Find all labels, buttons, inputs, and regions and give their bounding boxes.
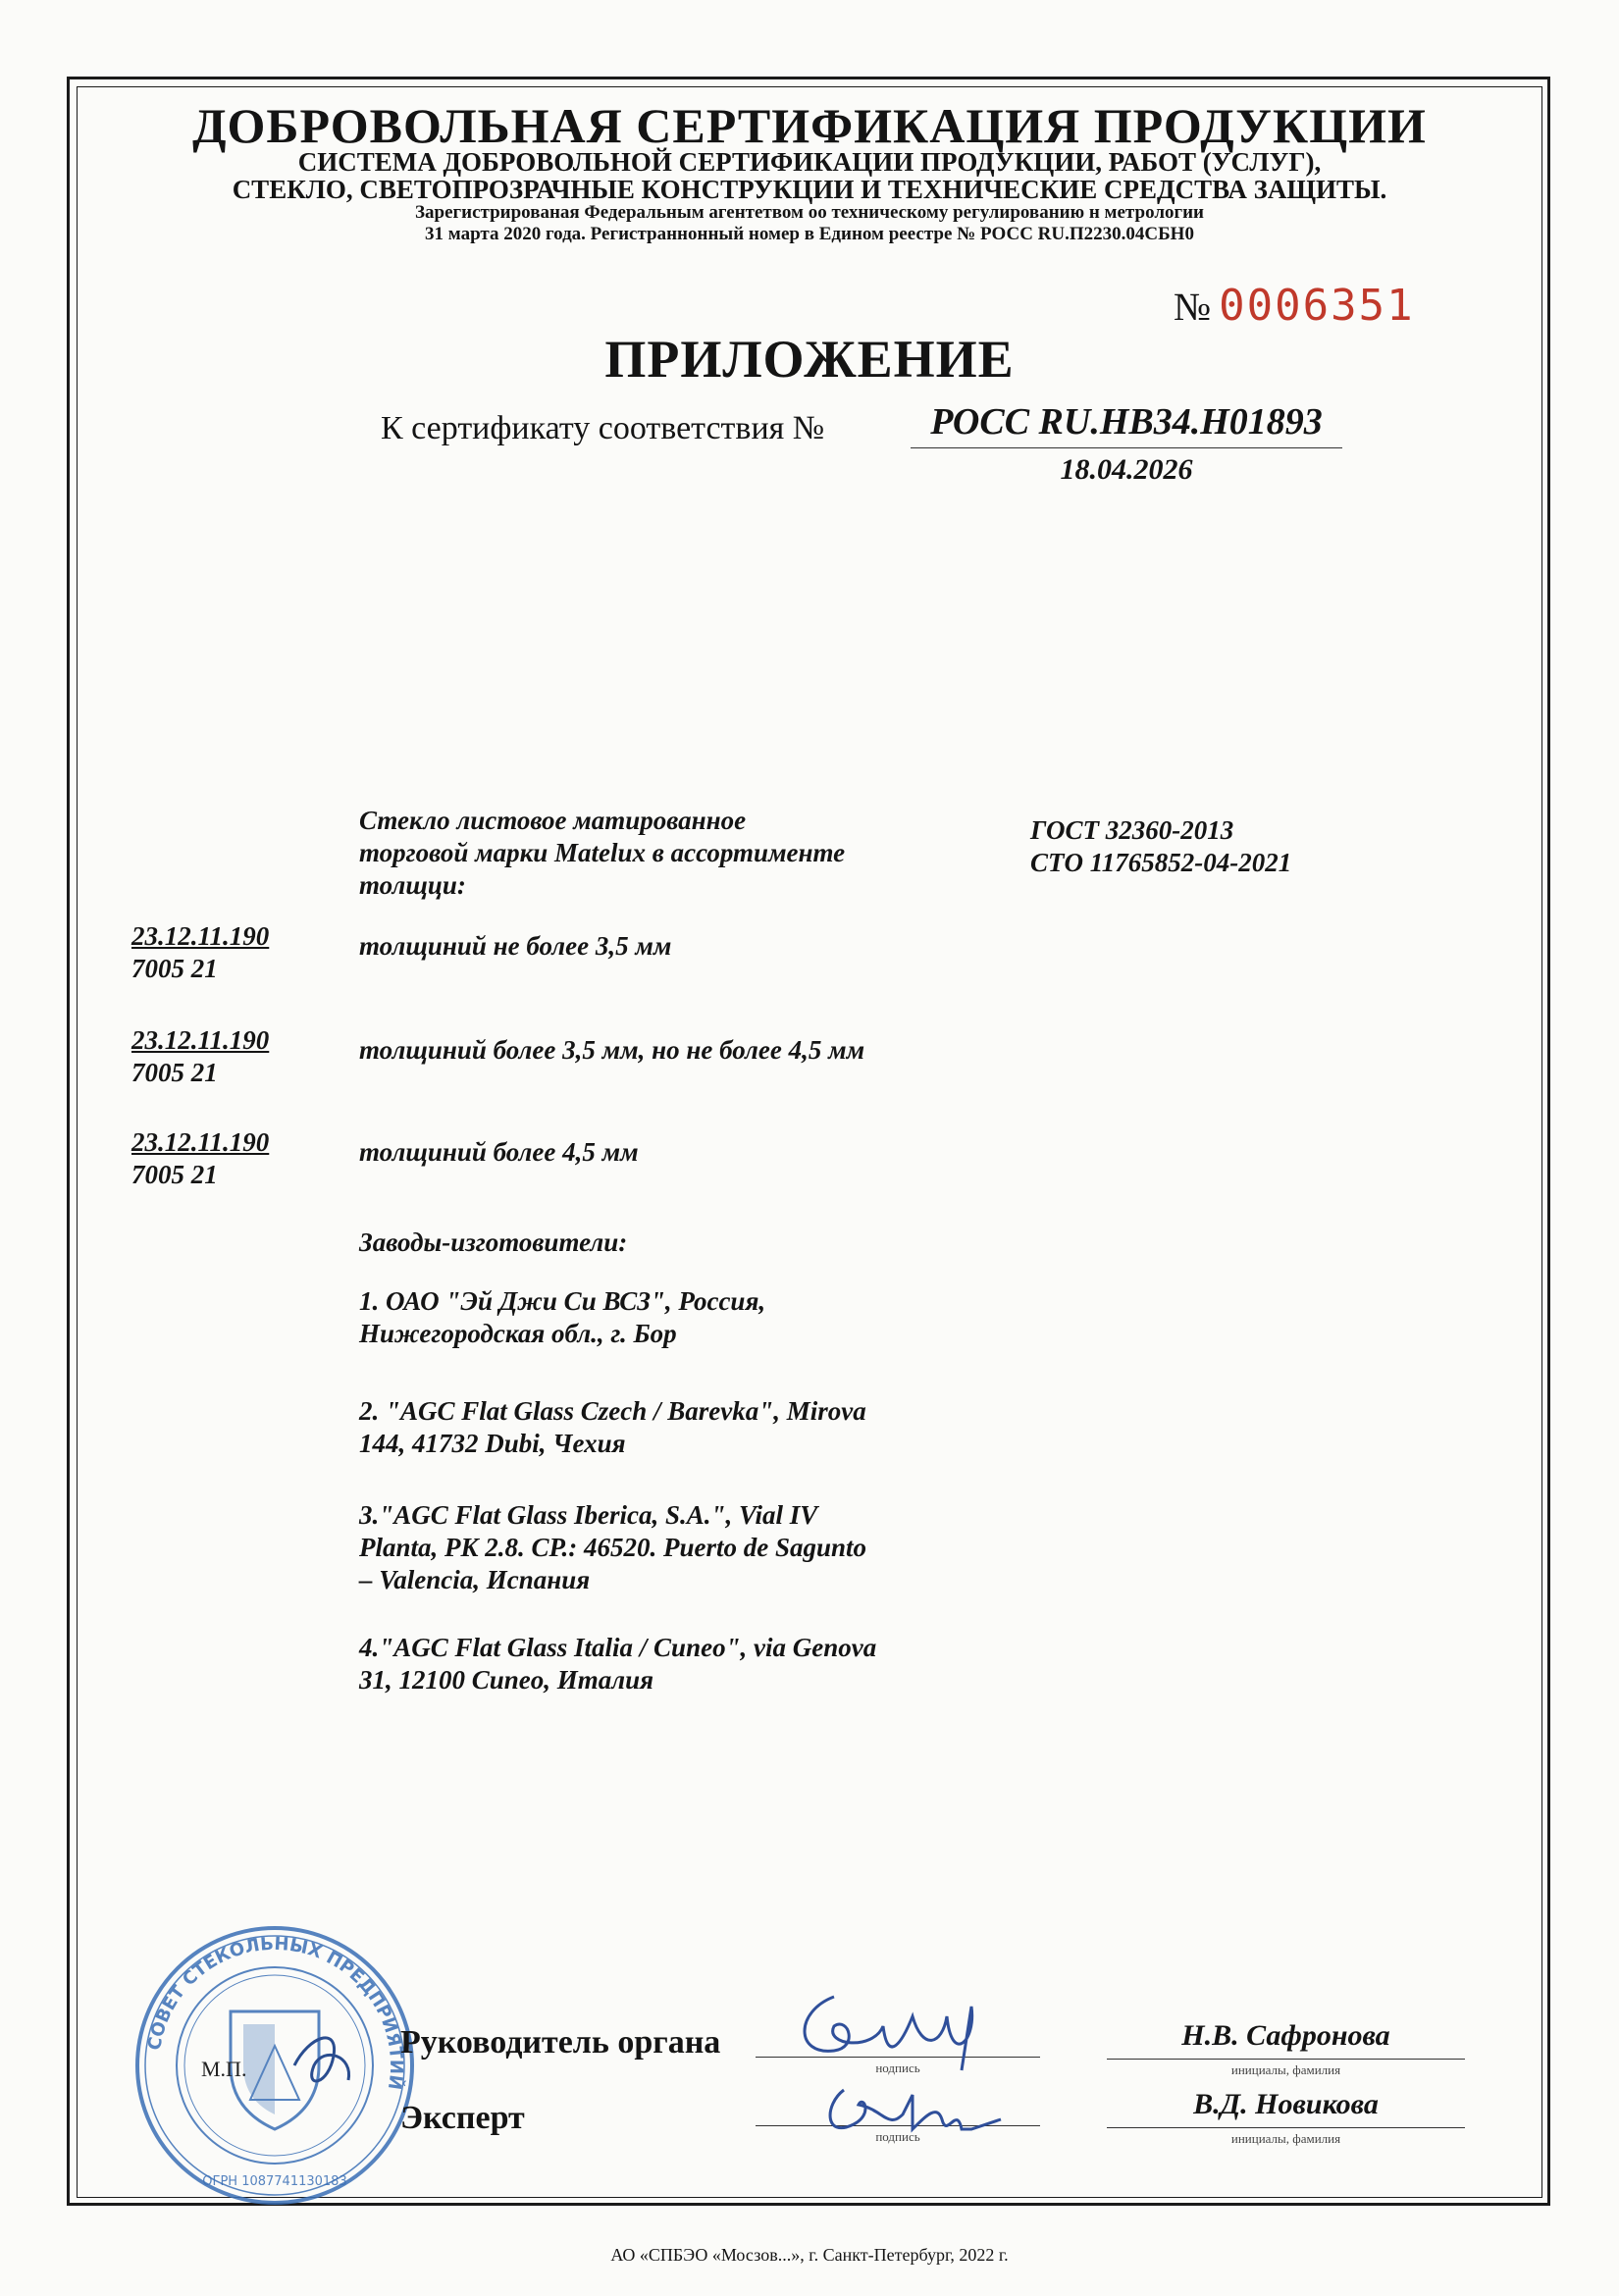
expert-name-caption: инициалы, фамилия [1230, 2131, 1341, 2146]
certificate-date: 18.04.2026 [1060, 453, 1193, 486]
manufacturer-line: 31, 12100 Cuneo, Италия [359, 1665, 654, 1695]
head-name-caption: инициалы, фамилия [1230, 2062, 1341, 2077]
seal-stamp [128, 1918, 422, 2213]
expert-name-line [1107, 2127, 1465, 2128]
document-title: ПРИЛОЖЕНИЕ [604, 330, 1015, 389]
header-line-2: СТЕКЛО, СВЕТОПРОЗРАЧНЫЕ КОНСТРУКЦИИ И ТЕХНИЧЕСКИЕ СРЕДСТВА ЗАЩИТЫ. [232, 175, 1387, 204]
head-signature [805, 1997, 972, 2070]
manufacturer-3 [359, 1499, 1046, 1596]
okpd-code: 23.12.11.190 [131, 1127, 270, 1157]
tnved-code: 7005 21 [131, 1058, 218, 1087]
handwritten-signatures [765, 1957, 1079, 2154]
manufacturer-line: 144, 41732 Dubi, Чехия [359, 1429, 626, 1458]
seal-ogrn: ОГРН 1087741130183 [202, 2174, 347, 2189]
manufacturer-1 [359, 1285, 1046, 1350]
manufacturer-line: 2. "AGC Flat Glass Czech / Barevka", Mirova [359, 1396, 866, 1426]
manufacturer-line: 1. ОАО "Эй Джи Си ВСЗ", Россия, [359, 1286, 766, 1316]
row-1-text: толщиний не более 3,5 мм [359, 931, 672, 961]
document-number-label: № [1174, 285, 1212, 329]
header-line-3: Зарегистрированая Федеральным агентетвом оо техническому регулированию н метрологии [414, 202, 1204, 223]
document-number-value: 0006351 [1219, 281, 1415, 331]
product-description-line: толщци: [359, 870, 466, 900]
row-3-text: толщиний более 4,5 мм [359, 1137, 639, 1167]
mp-label: М.П. [201, 2057, 247, 2081]
header-title: ДОБРОВОЛЬНАЯ СЕРТИФИКАЦИЯ ПРОДУКЦИИ [192, 98, 1427, 153]
row-2-text: толщиний более 3,5 мм, но не более 4,5 мм [359, 1035, 865, 1065]
manufacturer-line: 3."AGC Flat Glass Iberica, S.A.", Vial IV [359, 1500, 818, 1530]
product-description [359, 805, 948, 902]
standards [1030, 814, 1442, 879]
expert-name: В.Д. Новикова [1193, 2088, 1379, 2120]
document-number [1174, 281, 1415, 331]
head-name-line [1107, 2059, 1465, 2060]
manufacturer-line: Planta, PK 2.8. CP.: 46520. Puerto de Sagunto [359, 1533, 867, 1562]
okpd-code: 23.12.11.190 [131, 921, 270, 951]
product-description-line: торговой марки Matelux в ассортименте [359, 838, 846, 867]
head-label: Руководитель органа [400, 2024, 721, 2061]
seal-signature-mark [294, 2038, 349, 2081]
row-3-codes [131, 1126, 328, 1191]
manufacturers-title: Заводы-изготовители: [359, 1227, 628, 1257]
expert-label: Эксперт [400, 2100, 525, 2136]
certificate-number: РОСС RU.НВ34.Н01893 [911, 400, 1342, 448]
tnved-code: 7005 21 [131, 954, 218, 983]
manufacturer-line: – Valencia, Испания [359, 1565, 591, 1594]
seal-ring-text: СОВЕТ СТЕКОЛЬНЫХ ПРЕДПРИЯТИЙ [144, 1933, 407, 2092]
standard-gost: ГОСТ 32360-2013 [1030, 815, 1234, 845]
okpd-code: 23.12.11.190 [131, 1025, 270, 1055]
footer-printer: АО «СПБЭО «Мосзов...», г. Санкт-Петербург, 2022 г. [610, 2245, 1009, 2265]
head-name: Н.В. Сафронова [1181, 2019, 1390, 2052]
row-2-codes [131, 1024, 328, 1089]
expert-signature-caption: подпись [875, 2129, 920, 2144]
header-line-4: 31 марта 2020 года. Регистраннонный номер в Едином реестре № РОСС RU.П2230.04СБН0 [425, 224, 1194, 244]
standard-sto: СТО 11765852-04-2021 [1030, 848, 1292, 877]
row-1-codes [131, 920, 328, 985]
manufacturer-line: Нижегородская обл., г. Бор [359, 1319, 677, 1348]
expert-signature [830, 2090, 1001, 2129]
product-description-line: Стекло листовое матированное [359, 806, 747, 835]
header-line-1: СИСТЕМА ДОБРОВОЛЬНОЙ СЕРТИФИКАЦИИ ПРОДУКЦИИ, РАБОТ (УСЛУГ), [297, 147, 1322, 177]
tnved-code: 7005 21 [131, 1160, 218, 1189]
manufacturer-4 [359, 1632, 1046, 1696]
manufacturer-line: 4."AGC Flat Glass Italia / Cuneo", via Genova [359, 1633, 877, 1662]
manufacturer-2 [359, 1395, 1046, 1460]
head-signature-caption: нодпись [875, 2061, 920, 2075]
certificate-label: К сертификату соответствия № [381, 410, 825, 446]
